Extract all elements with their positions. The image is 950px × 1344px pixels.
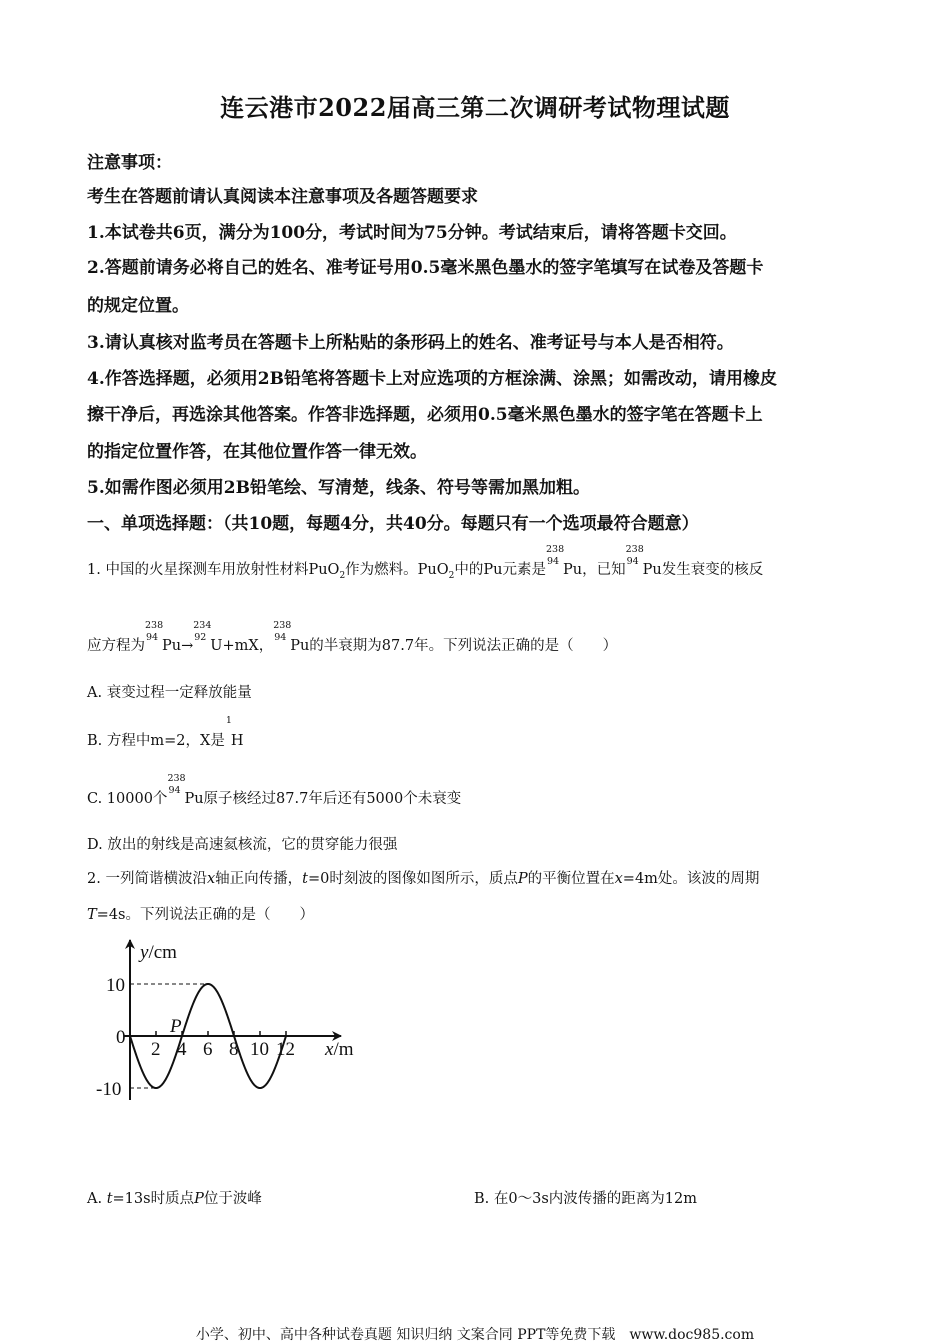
note-1: 1.本试卷共6页，满分为100分，考试时间为75分钟。考试结束后，请将答题卡交回。 xyxy=(87,223,737,243)
x-tick-label: 8 xyxy=(229,1039,239,1060)
q2-option-a: A. t=13s时质点P位于波峰 xyxy=(87,1191,262,1207)
y-tick-label: 0 xyxy=(116,1027,126,1048)
note-4b: 擦干净后，再选涂其他答案。作答非选择题，必须用0.5毫米黑色墨水的签字笔在答题卡上 xyxy=(87,405,763,425)
x-tick-label: 6 xyxy=(203,1039,213,1060)
x-axis-label: x/m xyxy=(325,1039,354,1060)
y-tick-label: -10 xyxy=(96,1079,122,1100)
x-tick-label: 2 xyxy=(151,1039,161,1060)
wave-chart xyxy=(95,936,375,1111)
page-title: 连云港市2022届高三第二次调研考试物理试题 xyxy=(220,93,730,122)
y-axis-label: y/cm xyxy=(140,942,177,963)
q1-line1: 1. 中国的火星探测车用放射性材料PuO$_2$作为燃料。PuO$_2$中的Pu元素是 238 94 Pu，已知 238 94 Pu发生衰变的核反 xyxy=(87,543,764,581)
note-3: 3.请认真核对监考员在答题卡上所粘贴的条形码上的姓名、准考证号与本人是否相符。 xyxy=(87,333,734,353)
q2-line1: 2. 一列简谐横波沿x轴正向传播，t=0时刻波的图像如图所示，质点P的平衡位置在x=4m处。该波的周期 xyxy=(87,871,760,887)
note-4a: 4.作答选择题，必须用2B铅笔将答题卡上对应选项的方框涂满、涂黑；如需改动，请用橡皮 xyxy=(87,369,777,389)
note-2b: 的规定位置。 xyxy=(87,296,189,316)
q1-option-d: D. 放出的射线是高速氦核流，它的贯穿能力很强 xyxy=(87,837,398,853)
note-2a: 2.答题前请务必将自己的姓名、准考证号用0.5毫米黑色墨水的签字笔填写在试卷及答题卡 xyxy=(87,258,764,278)
section-heading: 一、单项选择题：（共10题，每题4分，共40分。每题只有一个选项最符合题意） xyxy=(87,514,699,534)
notes-intro: 考生在答题前请认真阅读本注意事项及各题答题要求 xyxy=(87,187,478,207)
note-5: 5.如需作图必须用2B铅笔绘、写清楚，线条、符号等需加黑加粗。 xyxy=(87,478,590,498)
note-4c: 的指定位置作答，在其他位置作答一律无效。 xyxy=(87,442,427,462)
y-tick-label: 10 xyxy=(106,975,125,996)
x-tick-label: 12 xyxy=(276,1039,295,1060)
q1-option-a: A. 衰变过程一定释放能量 xyxy=(87,685,252,701)
footer-text: 小学、初中、高中各种试卷真题 知识归纳 文案合同 PPT等免费下载 www.doc985.com xyxy=(195,1327,755,1343)
q1-option-c: C. 10000个 238 94 Pu原子核经过87.7年后还有5000个未衰变 xyxy=(87,772,462,807)
notes-heading: 注意事项： xyxy=(87,153,172,173)
q1-option-b: B. 方程中m=2，X是 1 H xyxy=(87,714,244,749)
x-tick-label: 4 xyxy=(177,1039,187,1060)
q2-line2: T=4s。下列说法正确的是（ ） xyxy=(87,907,314,923)
x-tick-label: 10 xyxy=(250,1039,269,1060)
point-p-label: P xyxy=(170,1016,182,1037)
q1-line2: 应方程为 238 94 Pu→ 234 92 U+mX， 238 94 Pu的半衰期为87.7年。下列说法正确的是（ ） xyxy=(87,619,618,654)
q2-option-b: B. 在0～3s内波传播的距离为12m xyxy=(474,1191,697,1207)
